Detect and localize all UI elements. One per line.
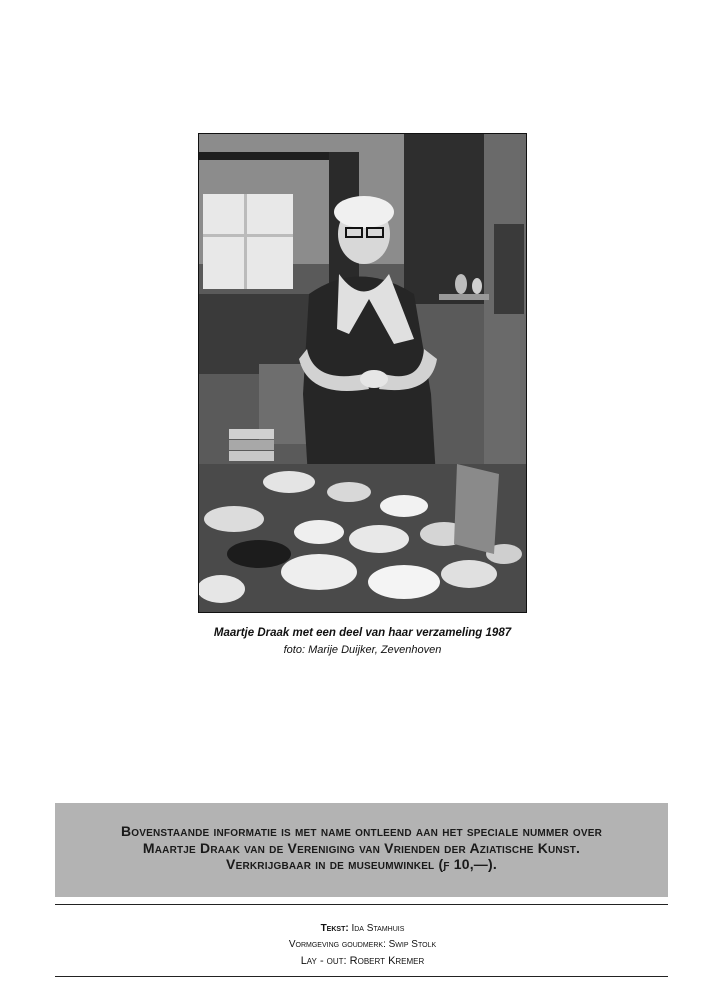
photo-caption-title: Maartje Draak met een deel van haar verzameling 1987 bbox=[213, 627, 512, 639]
info-line-1: Bovenstaande informatie is met name ontleend aan het speciale nummer over bbox=[120, 823, 603, 839]
info-line-2: Maartje Draak van de Vereniging van Vrienden der Aziatische Kunst. bbox=[142, 839, 581, 856]
divider-top bbox=[55, 904, 668, 905]
info-box bbox=[55, 803, 668, 897]
info-line-3: Verkrijgbaar in de museumwinkel (ƒ 10,—). bbox=[226, 856, 497, 872]
credit-tekst-label: Tekst: bbox=[320, 923, 349, 934]
credit-tekst-value: Ida Stamhuis bbox=[351, 923, 405, 934]
photo-credit: foto: Marije Duijker, Zevenhoven bbox=[283, 644, 442, 656]
credit-vormgeving: Vormgeving goudmerk: Swip Stolk bbox=[288, 939, 437, 950]
photograph bbox=[198, 133, 527, 613]
credits bbox=[150, 921, 575, 969]
credit-tekst bbox=[150, 921, 575, 937]
credit-layout: Lay - out: Robert Kremer bbox=[300, 955, 425, 967]
divider-bottom bbox=[55, 976, 668, 977]
photograph-icon bbox=[199, 134, 526, 612]
